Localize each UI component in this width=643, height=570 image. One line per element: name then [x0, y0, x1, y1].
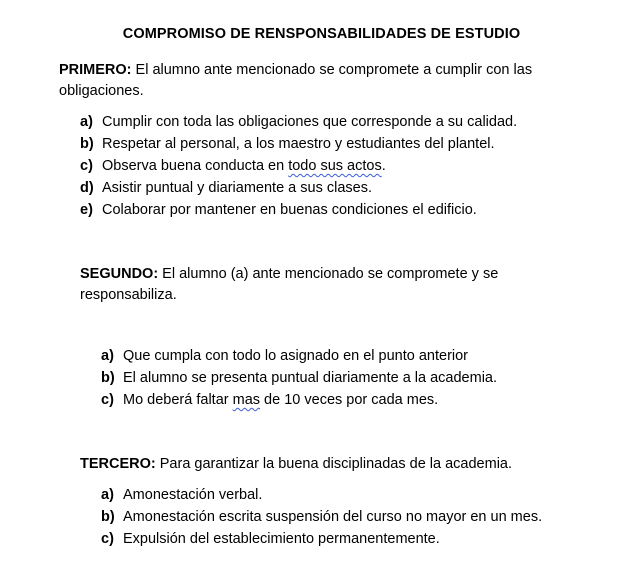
list-item-text: Asistir puntual y diariamente a sus clases.: [102, 180, 372, 196]
list-item-primero-b: [80, 133, 517, 155]
list-item-segundo-a: [101, 345, 497, 367]
list-letter: b): [101, 370, 115, 386]
list-item-tercero-a: [101, 484, 542, 506]
section-segundo-text-line2: responsabiliza.: [80, 287, 177, 303]
list-letter: c): [80, 158, 93, 174]
list-item-primero-a: [80, 111, 517, 133]
list-item-text-end: de 10 veces por cada mes.: [260, 392, 439, 408]
section-segundo-text-line1: El alumno (a) ante mencionado se compromete y se: [158, 266, 499, 282]
list-item-text: Respetar al personal, a los maestro y estudiantes del plantel.: [102, 136, 495, 152]
section-heading-segundo: SEGUNDO:: [80, 266, 159, 282]
section-primero-text-line1: El alumno ante mencionado se compromete a cumplir con las: [131, 62, 533, 78]
section-primero-list: [80, 111, 517, 221]
list-item-text-start: Observa buena conducta en: [102, 158, 289, 174]
list-item-primero-c: [80, 155, 517, 177]
section-segundo-list: [101, 345, 497, 411]
list-letter: c): [101, 531, 114, 547]
spellcheck-flagged-text: todo sus actos: [288, 158, 382, 174]
list-item-tercero-b: [101, 506, 542, 528]
list-letter: b): [101, 509, 115, 525]
list-item-text: Amonestación escrita suspensión del curso no mayor en un mes.: [123, 509, 543, 525]
spellcheck-flagged-text: mas: [232, 392, 261, 408]
list-item-segundo-b: [101, 367, 497, 389]
list-letter: a): [101, 487, 114, 503]
section-tercero-text-line1: Para garantizar la buena disciplinadas de la academia.: [155, 456, 513, 472]
section-primero-text-line2: obligaciones.: [59, 83, 144, 99]
list-letter: e): [80, 202, 93, 218]
list-item-segundo-c: [101, 389, 497, 411]
list-item-text: Amonestación verbal.: [123, 487, 263, 503]
section-tercero-intro: [80, 454, 600, 475]
list-item-text: El alumno se presenta puntual diariamente a la academia.: [123, 370, 498, 386]
list-item-text-end: .: [381, 158, 386, 174]
section-segundo-line1: [80, 264, 586, 285]
section-heading-tercero: TERCERO:: [80, 456, 156, 472]
section-heading-primero: PRIMERO:: [59, 62, 132, 78]
list-letter: d): [80, 180, 94, 196]
list-letter: b): [80, 136, 94, 152]
document-title: COMPROMISO DE RENSPONSABILIDADES DE ESTUDIO: [122, 26, 521, 42]
list-item-text: Que cumpla con todo lo asignado en el punto anterior: [123, 348, 469, 364]
section-primero-intro: [59, 60, 579, 102]
list-letter: a): [101, 348, 114, 364]
section-tercero-list: [101, 484, 542, 550]
list-item-primero-e: [80, 199, 517, 221]
section-segundo-intro: [80, 264, 586, 306]
list-item-tercero-c: [101, 528, 542, 550]
list-item-text: Cumplir con toda las obligaciones que corresponde a su calidad.: [102, 114, 518, 130]
list-item-text: Colaborar por mantener en buenas condiciones el edificio.: [102, 202, 477, 218]
list-item-primero-d: [80, 177, 517, 199]
list-letter: a): [80, 114, 93, 130]
list-item-text: Expulsión del establecimiento permanentemente.: [123, 531, 440, 547]
list-letter: c): [101, 392, 114, 408]
list-item-text-start: Mo deberá faltar: [123, 392, 233, 408]
